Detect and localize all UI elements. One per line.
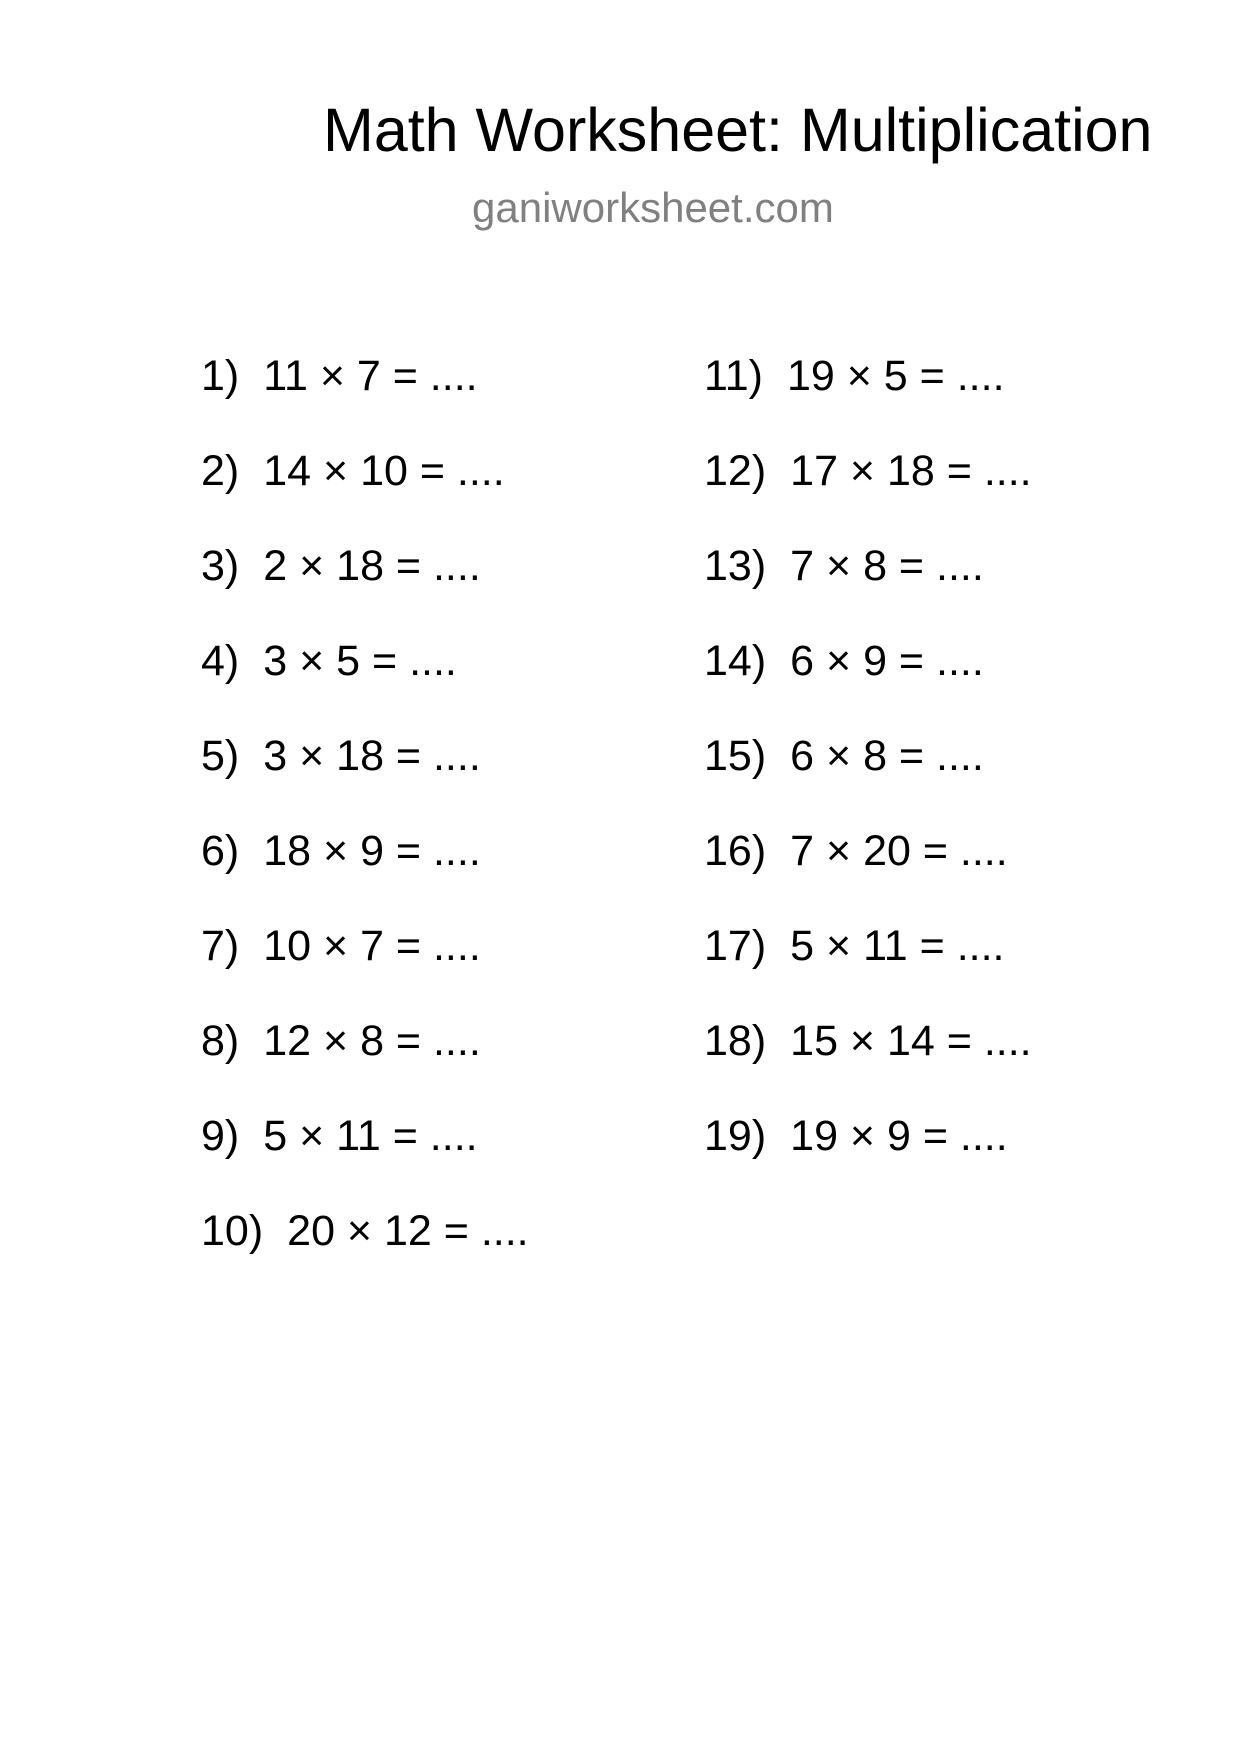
problem-number: 11) bbox=[704, 352, 763, 400]
problem-expression: 7 × 8 = .... bbox=[790, 542, 984, 590]
problem-number: 2) bbox=[201, 447, 240, 495]
problem-expression: 19 × 5 = .... bbox=[786, 352, 1005, 400]
problem-number: 10) bbox=[201, 1207, 264, 1255]
problem-expression: 6 × 8 = .... bbox=[790, 732, 984, 780]
problem-expression: 10 × 7 = .... bbox=[263, 922, 481, 970]
problem-item bbox=[704, 824, 1032, 919]
problem-list-right bbox=[704, 349, 1032, 1204]
problem-item bbox=[201, 444, 529, 539]
problem-expression: 14 × 10 = .... bbox=[263, 447, 505, 495]
problem-item bbox=[201, 919, 529, 1014]
problem-item bbox=[201, 824, 529, 919]
problem-expression: 2 × 18 = .... bbox=[263, 542, 481, 590]
problem-number: 7) bbox=[201, 922, 240, 970]
problem-expression: 3 × 18 = .... bbox=[263, 732, 481, 780]
problem-number: 16) bbox=[704, 827, 767, 875]
problem-item bbox=[704, 729, 1032, 824]
problem-number: 15) bbox=[704, 732, 767, 780]
page-title: Math Worksheet: Multiplication bbox=[323, 96, 1153, 164]
problem-number: 8) bbox=[201, 1017, 240, 1065]
problem-item bbox=[201, 1204, 529, 1299]
problem-expression: 5 × 11 = .... bbox=[263, 1112, 478, 1160]
problem-item bbox=[704, 444, 1032, 539]
problem-number: 12) bbox=[704, 447, 767, 495]
problem-expression: 18 × 9 = .... bbox=[263, 827, 481, 875]
problem-item bbox=[201, 1109, 529, 1204]
problem-item bbox=[704, 919, 1032, 1014]
problem-item bbox=[704, 349, 1032, 444]
problem-number: 5) bbox=[201, 732, 240, 780]
problem-item bbox=[201, 539, 529, 634]
problem-number: 13) bbox=[704, 542, 767, 590]
problem-expression: 20 × 12 = .... bbox=[287, 1207, 529, 1255]
problem-number: 17) bbox=[704, 922, 767, 970]
website-subtitle: ganiworksheet.com bbox=[472, 184, 834, 231]
problem-expression: 19 × 9 = .... bbox=[790, 1112, 1008, 1160]
problem-expression: 6 × 9 = .... bbox=[790, 637, 984, 685]
problem-item bbox=[201, 349, 529, 444]
problem-expression: 15 × 14 = .... bbox=[790, 1017, 1032, 1065]
problem-item bbox=[201, 1014, 529, 1109]
problem-expression: 7 × 20 = .... bbox=[790, 827, 1008, 875]
problem-expression: 12 × 8 = .... bbox=[263, 1017, 481, 1065]
problem-number: 9) bbox=[201, 1112, 240, 1160]
problem-expression: 17 × 18 = .... bbox=[790, 447, 1032, 495]
problem-number: 18) bbox=[704, 1017, 767, 1065]
problem-number: 6) bbox=[201, 827, 240, 875]
problem-item bbox=[704, 539, 1032, 634]
problem-list-left bbox=[201, 349, 529, 1299]
problem-item bbox=[201, 634, 529, 729]
problem-item bbox=[704, 1014, 1032, 1109]
problem-expression: 11 × 7 = .... bbox=[263, 352, 478, 400]
problem-item bbox=[201, 729, 529, 824]
problem-number: 3) bbox=[201, 542, 240, 590]
problem-number: 1) bbox=[201, 352, 240, 400]
problem-item bbox=[704, 634, 1032, 729]
problem-number: 19) bbox=[704, 1112, 767, 1160]
problem-expression: 5 × 11 = .... bbox=[790, 922, 1005, 970]
problem-number: 14) bbox=[704, 637, 767, 685]
problem-number: 4) bbox=[201, 637, 240, 685]
problem-expression: 3 × 5 = .... bbox=[263, 637, 457, 685]
problem-item bbox=[704, 1109, 1032, 1204]
